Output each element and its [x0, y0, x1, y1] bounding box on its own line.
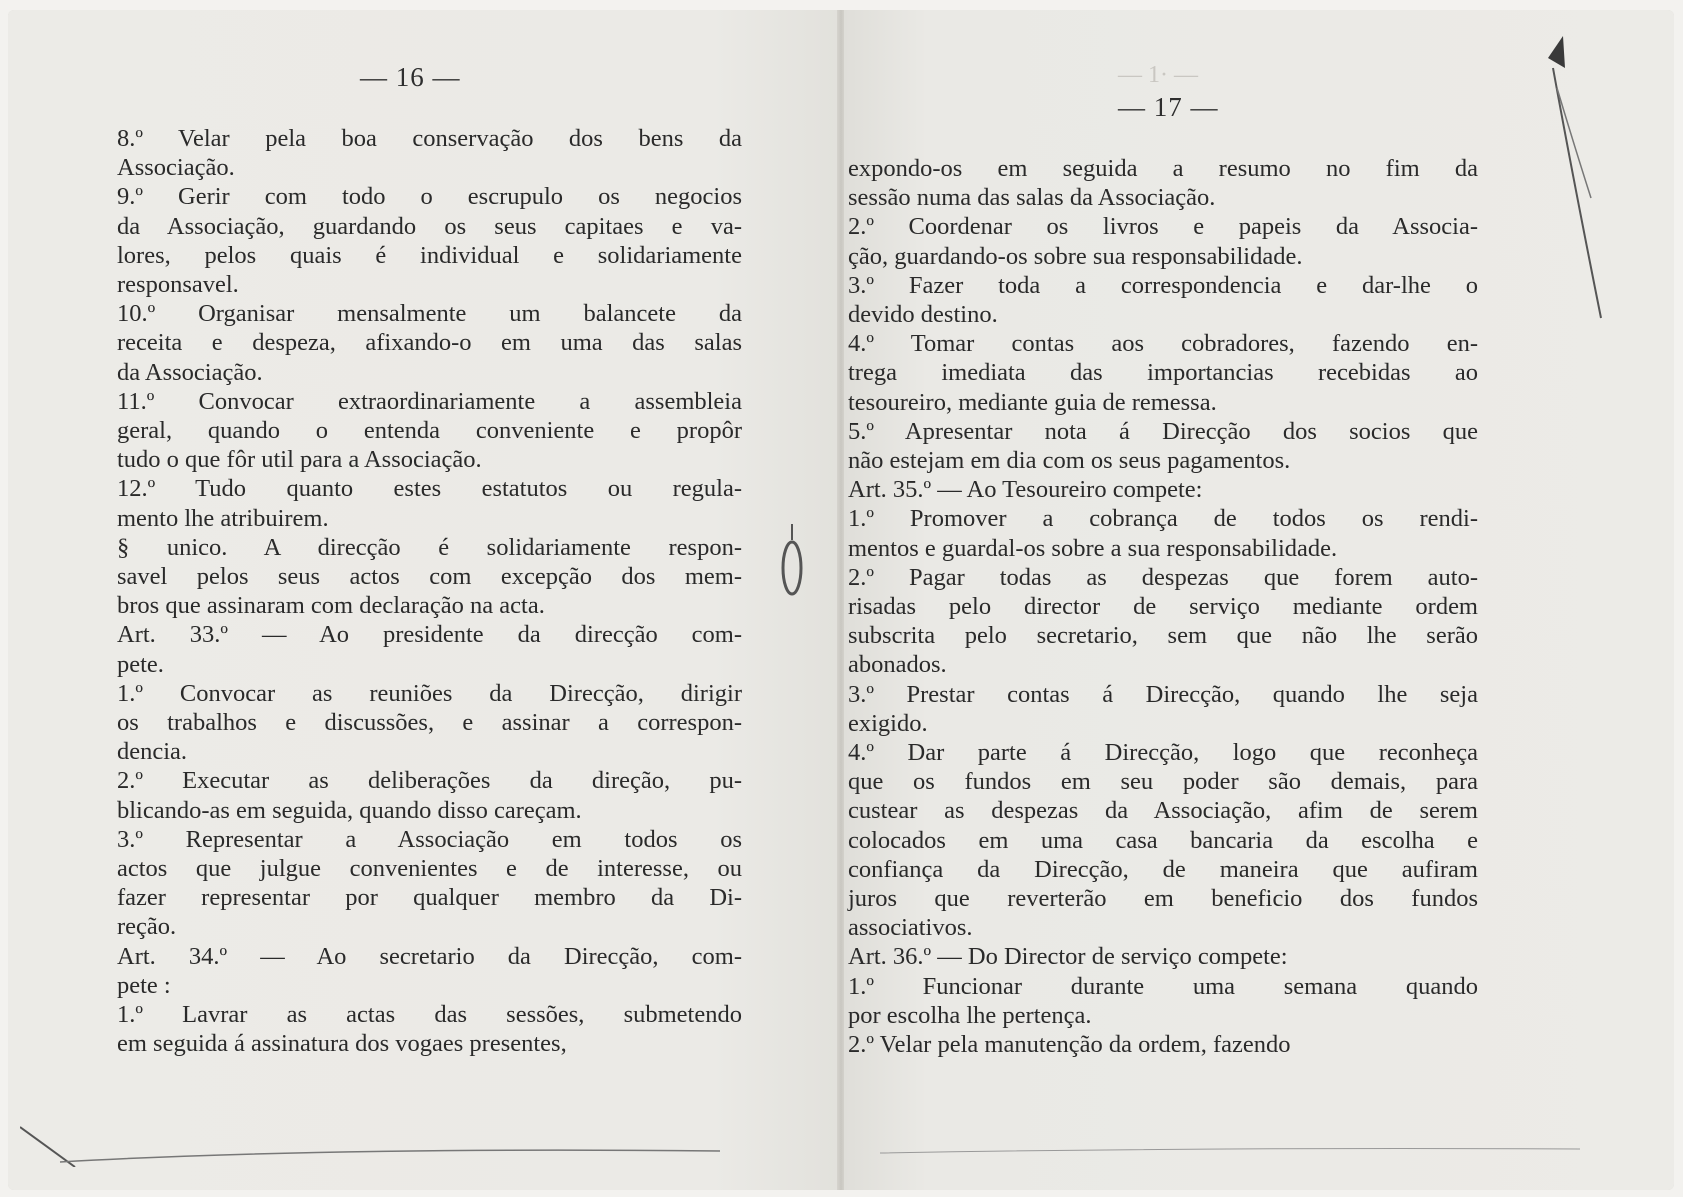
text-line: 5.º Apresentar nota á Direcção dos socios que	[848, 417, 1478, 445]
text-line: tesoureiro, mediante guia de remessa.	[848, 388, 1217, 416]
text-line: 2.º Pagar todas as despezas que forem auto-	[848, 563, 1478, 591]
left-page-number: — 16 —	[360, 62, 461, 92]
text-line: 8.º Velar pela boa conservação dos bens da	[117, 125, 742, 152]
text-line: colocados em uma casa bancaria da escolha e	[848, 826, 1478, 854]
text-line: § unico. A direcção é solidariamente respon-	[117, 533, 742, 561]
text-line: 3.º Prestar contas á Direcção, quando lhe seja	[848, 680, 1478, 708]
text-line: confiança da Direcção, de maneira que aufiram	[848, 855, 1478, 883]
text-line: 2.º Velar pela manutenção da ordem, fazendo	[848, 1031, 1291, 1059]
pencil-mark-icon	[1493, 28, 1613, 328]
text-line: fazer representar por qualquer membro da Di-	[117, 884, 742, 912]
text-line: não estejam em dia com os seus pagamentos.	[848, 447, 1291, 475]
text-line: receita e despeza, afixando-o em uma das salas	[117, 329, 742, 357]
text-line: Art. 35.º — Ao Tesoureiro compete:	[848, 476, 1203, 504]
text-line: responsavel.	[117, 271, 239, 299]
text-line: mentos e guardal-os sobre a sua responsabilidade.	[848, 534, 1338, 562]
text-line: em seguida á assinatura dos vogaes presentes,	[117, 1030, 567, 1058]
text-line: 12.º Tudo quanto estes estatutos ou regula-	[117, 475, 742, 503]
text-line: juros que reverterão em beneficio dos fundos	[848, 885, 1478, 913]
text-line: 4.º Dar parte á Direcção, logo que reconheça	[848, 739, 1478, 767]
text-line: Art. 33.º — Ao presidente da direcção com-	[117, 621, 742, 649]
text-line: trega imediata das importancias recebidas ao	[848, 359, 1478, 387]
text-line: geral, quando o entenda conveniente e propôr	[117, 417, 742, 445]
text-line: 1.º Lavrar as actas das sessões, submetendo	[117, 1001, 742, 1029]
text-line: 9.º Gerir com todo o escrupulo os negocios	[117, 183, 742, 211]
text-line: 1.º Convocar as reuniões da Direcção, dirigir	[117, 679, 742, 707]
text-line: tudo o que fôr util para a Associação.	[117, 446, 482, 474]
text-line: 2.º Executar as deliberações da direção, pu-	[117, 767, 742, 795]
text-line: Art. 36.º — Do Director de serviço compete:	[848, 943, 1288, 971]
text-line: 1.º Promover a cobrança de todos os rendi-	[848, 505, 1478, 533]
text-line: risadas pelo director de serviço mediante ordem	[848, 593, 1478, 621]
text-line: ção, guardando-os sobre sua responsabilidade.	[848, 242, 1303, 270]
text-line: pete :	[117, 971, 171, 999]
page-edge-scratches	[20, 1087, 1620, 1167]
text-line: Associação.	[117, 154, 235, 182]
text-line: da Associação.	[117, 358, 263, 386]
text-line: da Associação, guardando os seus capitaes e va-	[117, 212, 742, 240]
text-line: 2.º Coordenar os livros e papeis da Associa-	[848, 213, 1478, 241]
text-line: reção.	[117, 913, 177, 941]
text-line: Art. 34.º — Ao secretario da Direcção, com-	[117, 942, 742, 970]
right-page-number: — 17 —	[1118, 92, 1219, 122]
text-line: exigido.	[848, 709, 928, 737]
left-page-text	[117, 124, 742, 1059]
text-line: por escolha lhe pertença.	[848, 1001, 1092, 1029]
right-page-text	[848, 154, 1478, 1059]
text-line: sessão numa das salas da Associação.	[848, 184, 1216, 212]
bleed-through-page-number: — 1· —	[1118, 62, 1198, 88]
text-line: bros que assinaram com declaração na acta.	[117, 592, 545, 620]
text-line: blicando-as em seguida, quando disso careçam.	[117, 796, 582, 824]
text-line: 11.º Convocar extraordinariamente a assembleia	[117, 387, 742, 415]
text-line: 10.º Organisar mensalmente um balancete da	[117, 300, 742, 328]
text-line: pete.	[117, 650, 164, 678]
text-line: mento lhe atribuirem.	[117, 504, 329, 532]
text-line: 1.º Funcionar durante uma semana quando	[848, 972, 1478, 1000]
ink-stain-icon	[778, 520, 806, 600]
text-line: expondo-os em seguida a resumo no fim da	[848, 155, 1478, 182]
text-line: os trabalhos e discussões, e assinar a correspon-	[117, 709, 742, 737]
text-line: abonados.	[848, 651, 947, 679]
text-line: 4.º Tomar contas aos cobradores, fazendo en-	[848, 330, 1478, 358]
text-line: associativos.	[848, 914, 973, 942]
text-line: 3.º Fazer toda a correspondencia e dar-lhe o	[848, 271, 1478, 299]
text-line: devido destino.	[848, 301, 998, 329]
text-line: subscrita pelo secretario, sem que não lhe serão	[848, 622, 1478, 650]
text-line: custear as despezas da Associação, afim de serem	[848, 797, 1478, 825]
text-line: savel pelos seus actos com excepção dos mem-	[117, 563, 742, 591]
text-line: 3.º Representar a Associação em todos os	[117, 825, 742, 853]
text-line: actos que julgue convenientes e de interesse, ou	[117, 855, 742, 883]
text-line: lores, pelos quais é individual e solidariamente	[117, 241, 742, 269]
text-line: dencia.	[117, 738, 188, 766]
text-line: que os fundos em seu poder são demais, para	[848, 768, 1478, 796]
